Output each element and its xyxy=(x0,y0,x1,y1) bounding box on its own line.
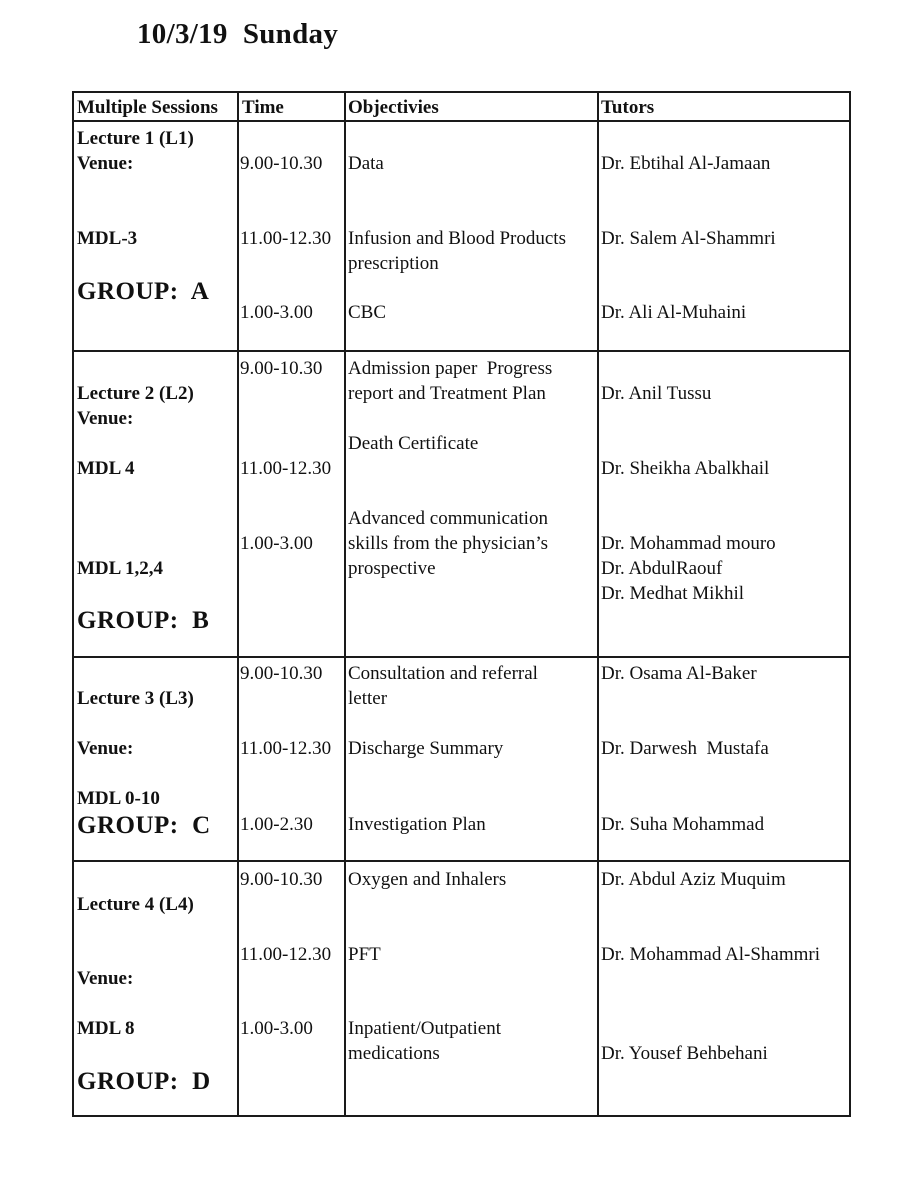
tutor-cell: Dr. Mohammad mouro xyxy=(601,533,776,554)
time-cell: 11.00-12.30 xyxy=(240,458,332,479)
tutor-cell: Dr. AbdulRaouf xyxy=(601,558,723,579)
objective-cell: medications xyxy=(348,1043,440,1064)
group-label: GROUP: B xyxy=(77,607,210,634)
time-cell: 9.00-10.30 xyxy=(240,358,323,379)
tutor-cell: Dr. Mohammad Al-Shammri xyxy=(601,944,821,965)
time-cell: 9.00-10.30 xyxy=(240,869,323,890)
lecture-label: Lecture 4 (L4) xyxy=(77,894,194,915)
tutor-cell: Dr. Sheikha Abalkhail xyxy=(601,458,770,479)
tutor-cell: Dr. Ebtihal Al-Jamaan xyxy=(601,153,771,174)
column-divider xyxy=(344,93,346,1115)
tutor-cell: Dr. Ali Al-Muhaini xyxy=(601,302,747,323)
objective-cell: Inpatient/Outpatient xyxy=(348,1018,502,1039)
time-cell: 11.00-12.30 xyxy=(240,738,332,759)
time-cell: 1.00-3.00 xyxy=(240,302,313,323)
lecture-label: Lecture 3 (L3) xyxy=(77,688,194,709)
header-objectives: Objectivies xyxy=(348,97,439,118)
objective-cell: Admission paper Progress xyxy=(348,358,553,379)
time-cell: 9.00-10.30 xyxy=(240,663,323,684)
column-divider xyxy=(237,93,239,1115)
time-cell: 9.00-10.30 xyxy=(240,153,323,174)
venue-label: Venue: xyxy=(77,968,134,989)
objective-cell: Oxygen and Inhalers xyxy=(348,869,507,890)
tutor-cell: Dr. Anil Tussu xyxy=(601,383,712,404)
time-cell: 1.00-3.00 xyxy=(240,533,313,554)
page-title: 10/3/19 Sunday xyxy=(137,18,339,50)
tutor-cell: Dr. Salem Al-Shammri xyxy=(601,228,776,249)
venue-value: MDL 0-10 xyxy=(77,788,160,809)
objective-cell: PFT xyxy=(348,944,381,965)
objective-cell: Consultation and referral xyxy=(348,663,538,684)
group-label: GROUP: A xyxy=(77,278,210,305)
objective-cell: skills from the physician’s xyxy=(348,533,549,554)
row-divider xyxy=(74,350,849,352)
objective-cell: CBC xyxy=(348,302,387,323)
tutor-cell: Dr. Darwesh Mustafa xyxy=(601,738,769,759)
row-divider xyxy=(74,656,849,658)
header-sessions: Multiple Sessions xyxy=(77,97,218,118)
row-divider xyxy=(74,120,849,122)
objective-cell: Infusion and Blood Products xyxy=(348,228,566,249)
time-cell: 11.00-12.30 xyxy=(240,944,332,965)
objective-cell: Death Certificate xyxy=(348,433,479,454)
group-label: GROUP: D xyxy=(77,1068,211,1095)
tutor-cell: Dr. Yousef Behbehani xyxy=(601,1043,768,1064)
venue-label: Venue: xyxy=(77,738,134,759)
group-label: GROUP: C xyxy=(77,812,211,839)
header-time: Time xyxy=(242,97,284,118)
objective-cell: Advanced communication xyxy=(348,508,548,529)
objective-cell: Data xyxy=(348,153,384,174)
objective-cell: letter xyxy=(348,688,388,709)
objective-cell: Discharge Summary xyxy=(348,738,504,759)
tutor-cell: Dr. Abdul Aziz Muquim xyxy=(601,869,786,890)
venue-value: MDL-3 xyxy=(77,228,138,249)
time-cell: 11.00-12.30 xyxy=(240,228,332,249)
tutor-cell: Dr. Suha Mohammad xyxy=(601,814,765,835)
objective-cell: prospective xyxy=(348,558,436,579)
schedule-table xyxy=(72,91,851,1117)
row-divider xyxy=(74,860,849,862)
time-cell: 1.00-3.00 xyxy=(240,1018,313,1039)
tutor-cell: Dr. Osama Al-Baker xyxy=(601,663,757,684)
lecture-label: Lecture 2 (L2) xyxy=(77,383,194,404)
venue-label: Venue: xyxy=(77,408,134,429)
venue-label: Venue: xyxy=(77,153,134,174)
venue-value: MDL 4 xyxy=(77,458,135,479)
venue-value: MDL 1,2,4 xyxy=(77,558,164,579)
column-divider xyxy=(597,93,599,1115)
header-tutors: Tutors xyxy=(601,97,655,118)
tutor-cell: Dr. Medhat Mikhil xyxy=(601,583,745,604)
time-cell: 1.00-2.30 xyxy=(240,814,313,835)
venue-value: MDL 8 xyxy=(77,1018,135,1039)
objective-cell: report and Treatment Plan xyxy=(348,383,546,404)
lecture-label: Lecture 1 (L1) xyxy=(77,128,194,149)
objective-cell: prescription xyxy=(348,253,439,274)
objective-cell: Investigation Plan xyxy=(348,814,486,835)
